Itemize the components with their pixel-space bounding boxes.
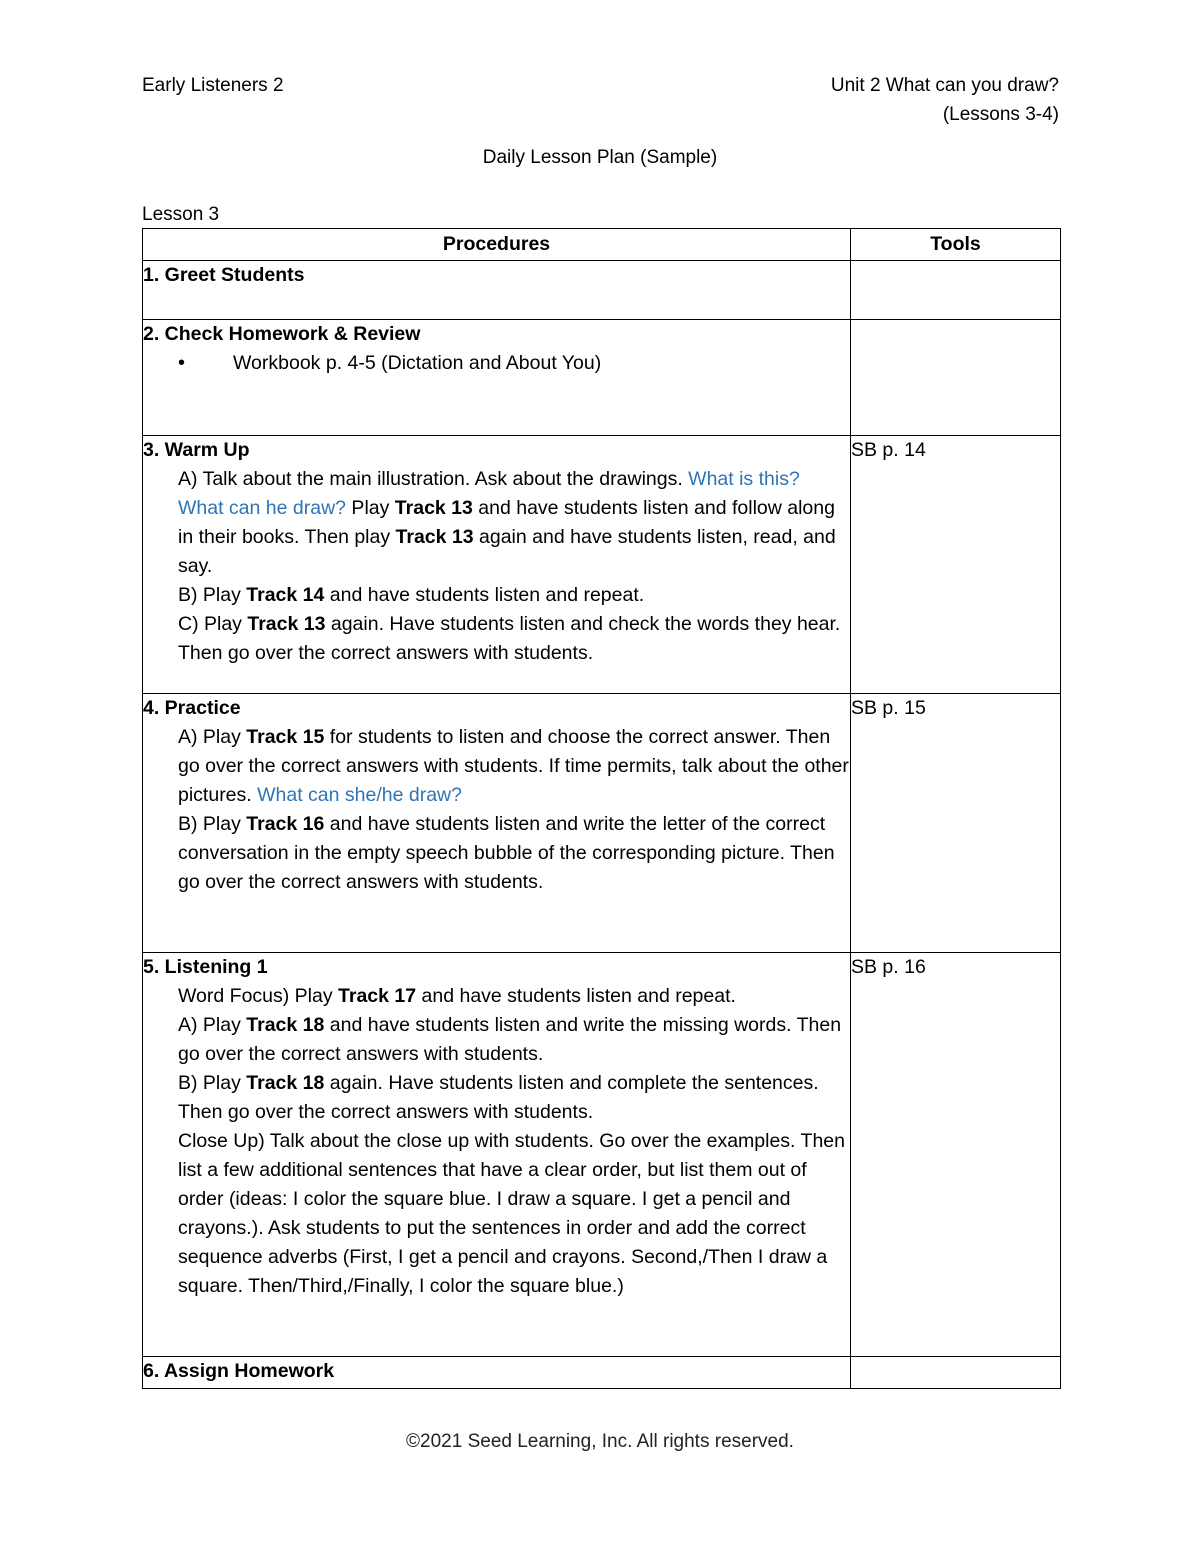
procedures-header: Procedures bbox=[143, 229, 851, 261]
step-title: 4. Practice bbox=[143, 697, 241, 719]
track-label: Track 17 bbox=[338, 985, 417, 1007]
table-row bbox=[143, 1357, 1061, 1389]
step-paragraph-close-up: Close Up) Talk about the close up with students. Go over the examples. Then list a few additional sentences that have a clear order, but list them out of order (ideas: I color the square blue. I draw a square. I get a pencil and crayons.). Ask students to put the sentences in order and add the correct sequence adverbs (First, I get a pencil and crayons. Second,/Then I draw a square. Then/Third,/Finally, I color the square blue.) bbox=[178, 1130, 845, 1297]
document-title: Daily Lesson Plan (Sample) bbox=[482, 147, 718, 168]
teacher-question: What can she/he draw? bbox=[257, 784, 462, 806]
track-label: Track 13 bbox=[247, 613, 326, 635]
track-label: Track 16 bbox=[246, 813, 325, 835]
text: A) Talk about the main illustration. Ask about the drawings. bbox=[178, 468, 689, 490]
text: and have students listen and follow along in their books. Then play bbox=[178, 497, 835, 548]
track-label: Track 13 bbox=[394, 497, 473, 519]
text: again. Have students listen and complete the sentences. Then go over the correct answers with students. bbox=[178, 1072, 819, 1123]
text: C) Play bbox=[178, 613, 248, 635]
step-title: 5. Listening 1 bbox=[143, 956, 268, 978]
track-label: Track 15 bbox=[246, 726, 325, 748]
text: again. Have students listen and check the words they hear. Then go over the correct answers with students. bbox=[178, 613, 841, 664]
table-header-row bbox=[143, 229, 1061, 261]
procedure-cell bbox=[143, 261, 851, 320]
table-row bbox=[143, 261, 1061, 320]
bullet-list bbox=[143, 349, 850, 378]
table-row bbox=[143, 436, 1061, 694]
tools-cell bbox=[851, 320, 1061, 436]
step-paragraph-a bbox=[143, 465, 850, 581]
table-row bbox=[143, 320, 1061, 436]
text: A) Play bbox=[178, 726, 247, 748]
step-paragraph-b bbox=[143, 810, 850, 897]
tools-cell: SB p. 16 bbox=[851, 953, 1061, 1357]
text: and have students listen and repeat. bbox=[416, 985, 736, 1007]
step-title: 2. Check Homework & Review bbox=[143, 323, 421, 345]
tools-cell bbox=[851, 1357, 1061, 1389]
text: again and have students listen, read, and say. bbox=[178, 526, 836, 577]
header-series-title: Early Listeners 2 bbox=[142, 75, 284, 96]
text: and have students listen and write the letter of the correct conversation in the empty speech bubble of the corresponding picture. Then go over the correct answers with students. bbox=[178, 813, 835, 893]
procedure-cell bbox=[143, 694, 851, 953]
table-row bbox=[143, 694, 1061, 953]
table-row bbox=[143, 953, 1061, 1357]
step-paragraph-b bbox=[143, 581, 850, 610]
track-label: Track 18 bbox=[246, 1014, 325, 1036]
step-title: 6. Assign Homework bbox=[143, 1360, 335, 1382]
track-label: Track 18 bbox=[246, 1072, 325, 1094]
tools-cell bbox=[851, 261, 1061, 320]
text: Word Focus) Play bbox=[178, 985, 339, 1007]
text: A) Play bbox=[178, 1014, 247, 1036]
procedure-cell bbox=[143, 436, 851, 694]
procedure-cell bbox=[143, 320, 851, 436]
teacher-question: What is this? What can he draw? bbox=[178, 468, 800, 519]
header-unit-title: Unit 2 What can you draw? bbox=[830, 75, 1059, 96]
procedure-cell bbox=[143, 953, 851, 1357]
step-paragraph-a bbox=[143, 1011, 850, 1069]
track-label: Track 13 bbox=[395, 526, 474, 548]
text: Play bbox=[346, 497, 395, 519]
procedure-cell bbox=[143, 1357, 851, 1389]
step-paragraph-c bbox=[143, 610, 850, 668]
step-title: 1. Greet Students bbox=[143, 264, 305, 286]
text: and have students listen and write the missing words. Then go over the correct answers with students. bbox=[178, 1014, 842, 1065]
track-label: Track 14 bbox=[246, 584, 325, 606]
text: and have students listen and repeat. bbox=[324, 584, 645, 606]
step-paragraph-word-focus bbox=[143, 982, 850, 1011]
step-title: 3. Warm Up bbox=[143, 439, 250, 461]
step-paragraph-a bbox=[143, 723, 850, 810]
list-item: • Workbook p. 4-5 (Dictation and About You) bbox=[178, 349, 850, 378]
text: B) Play bbox=[178, 584, 247, 606]
header-lessons: (Lessons 3-4) bbox=[942, 104, 1059, 125]
tools-cell: SB p. 14 bbox=[851, 436, 1061, 694]
text: B) Play bbox=[178, 813, 247, 835]
tools-cell: SB p. 15 bbox=[851, 694, 1061, 953]
copyright-footer: ©2021 Seed Learning, Inc. All rights reserved. bbox=[406, 1431, 794, 1452]
step-paragraph-b bbox=[143, 1069, 850, 1127]
text: B) Play bbox=[178, 1072, 247, 1094]
tools-header: Tools bbox=[851, 229, 1061, 261]
text: for students to listen and choose the correct answer. Then go over the correct answers with students. If time permits, talk about the other pictures. bbox=[178, 726, 849, 806]
lesson-label: Lesson 3 bbox=[142, 204, 220, 225]
lesson-plan-table bbox=[142, 228, 1061, 1389]
